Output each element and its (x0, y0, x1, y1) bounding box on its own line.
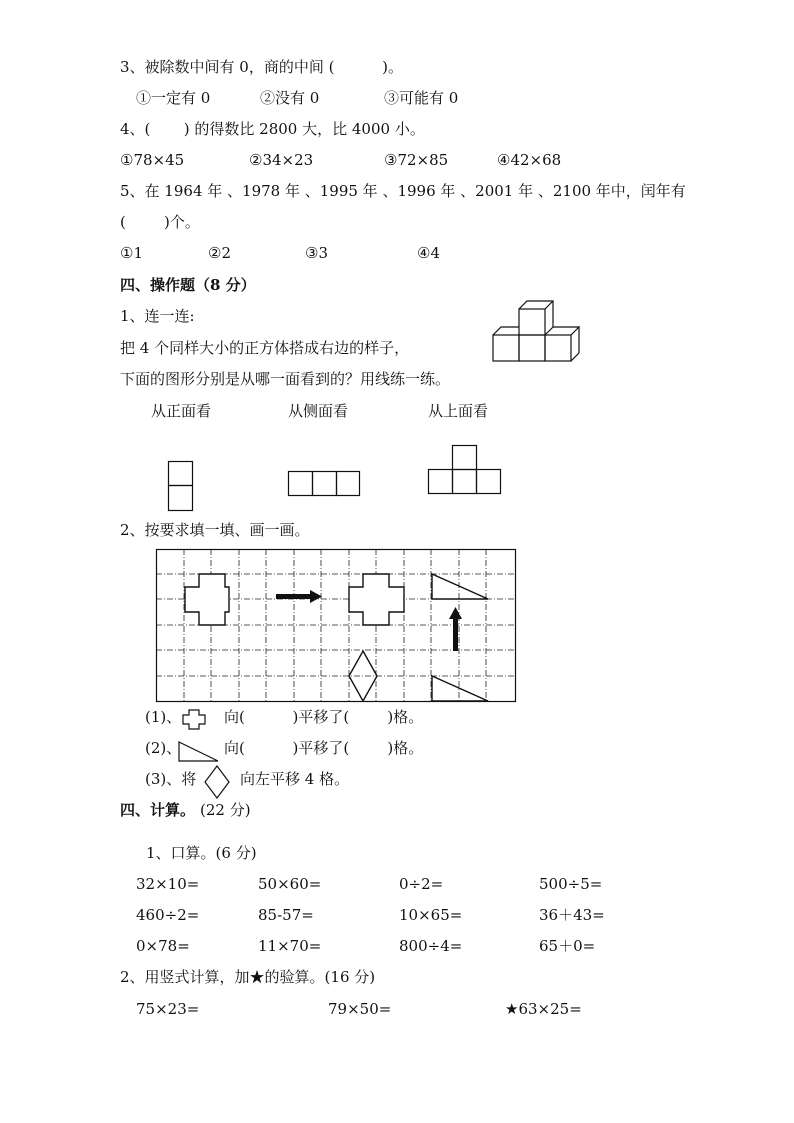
connect-title: 1、连一连: (120, 307, 195, 325)
grid-task-title: 2、按要求填一填、画一画。 (120, 521, 310, 539)
fill-3-text: 向左平移 4 格。 (240, 770, 350, 788)
fill-1-prefix: (1)、 (145, 708, 182, 726)
translation-grid (156, 549, 517, 703)
view-figure-vertical (168, 461, 194, 513)
cube-stack-figure (488, 296, 588, 366)
q3-option-2: ②没有 0 (260, 89, 320, 107)
oral-item: 10×65= (399, 906, 463, 924)
vertical-calc-title: 2、用竖式计算，加★的验算。(16 分) (120, 968, 376, 986)
q5-option-4: ④4 (417, 244, 440, 262)
q5-stem-line1: 5、在 1964 年 、1978 年 、1995 年 、1996 年 、2001 年 、2100 年中，闰年有 (120, 182, 686, 200)
q4-option-1: ①78×45 (120, 151, 185, 169)
connect-line-1: 把 4 个同样大小的正方体搭成右边的样子， (120, 339, 410, 357)
calc-heading: 四、计算。 (120, 801, 196, 819)
connect-line-2: 下面的图形分别是从哪一面看到的？用线练一练。 (120, 370, 451, 388)
mini-cross-icon (181, 709, 207, 731)
q3-option-3: ③可能有 0 (384, 89, 459, 107)
view-figure-t-shape (428, 445, 502, 495)
oral-item: 50×60= (258, 875, 322, 893)
calc-heading-points: (22 分) (200, 801, 251, 819)
oral-item: 85-57= (258, 906, 314, 924)
mini-triangle-icon (178, 741, 220, 763)
oral-item: 0÷2= (399, 875, 444, 893)
q3-option-1: ①一定有 0 (136, 89, 211, 107)
q5-option-3: ③3 (305, 244, 328, 262)
oral-item: 500÷5= (539, 875, 603, 893)
oral-item: 36＋43= (539, 906, 605, 924)
arrow-right (276, 590, 322, 603)
q4-option-3: ③72×85 (384, 151, 449, 169)
fill-2-text: 向( )平移了( )格。 (224, 739, 424, 757)
q4-stem: 4、( ) 的得数比 2800 大，比 4000 小。 (120, 120, 425, 138)
q4-option-2: ②34×23 (249, 151, 314, 169)
q4-option-4: ④42×68 (497, 151, 562, 169)
q5-stem-line2: ( )个。 (120, 213, 200, 231)
mini-diamond-icon (204, 765, 230, 799)
fill-1-text: 向( )平移了( )格。 (224, 708, 424, 726)
operation-heading: 四、操作题（8 分） (120, 276, 256, 294)
oral-item: 460÷2= (136, 906, 200, 924)
view-label-top: 从上面看 (428, 402, 489, 420)
fill-3-prefix: (3)、将 (145, 770, 197, 788)
view-label-side: 从侧面看 (288, 402, 349, 420)
q3-stem: 3、被除数中间有 0，商的中间 ( )。 (120, 58, 404, 76)
cross-shape-moved (349, 574, 404, 625)
oral-item: 11×70= (258, 937, 322, 955)
vertical-item: ★63×25= (505, 1000, 582, 1018)
cross-shape-original (185, 574, 229, 625)
view-figure-row (288, 471, 362, 497)
vertical-item: 79×50= (328, 1000, 392, 1018)
oral-item: 800÷4= (399, 937, 463, 955)
vertical-item: 75×23= (136, 1000, 200, 1018)
triangle-original (432, 676, 488, 701)
oral-item: 65＋0= (539, 937, 596, 955)
q5-option-2: ②2 (208, 244, 231, 262)
oral-item: 0×78= (136, 937, 190, 955)
q5-option-1: ①1 (120, 244, 143, 262)
oral-calc-title: 1、口算。(6 分) (146, 844, 257, 862)
arrow-up (449, 607, 462, 651)
fill-2-prefix: (2)、 (145, 739, 182, 757)
oral-item: 32×10= (136, 875, 200, 893)
view-label-front: 从正面看 (151, 402, 212, 420)
triangle-moved (432, 574, 488, 599)
